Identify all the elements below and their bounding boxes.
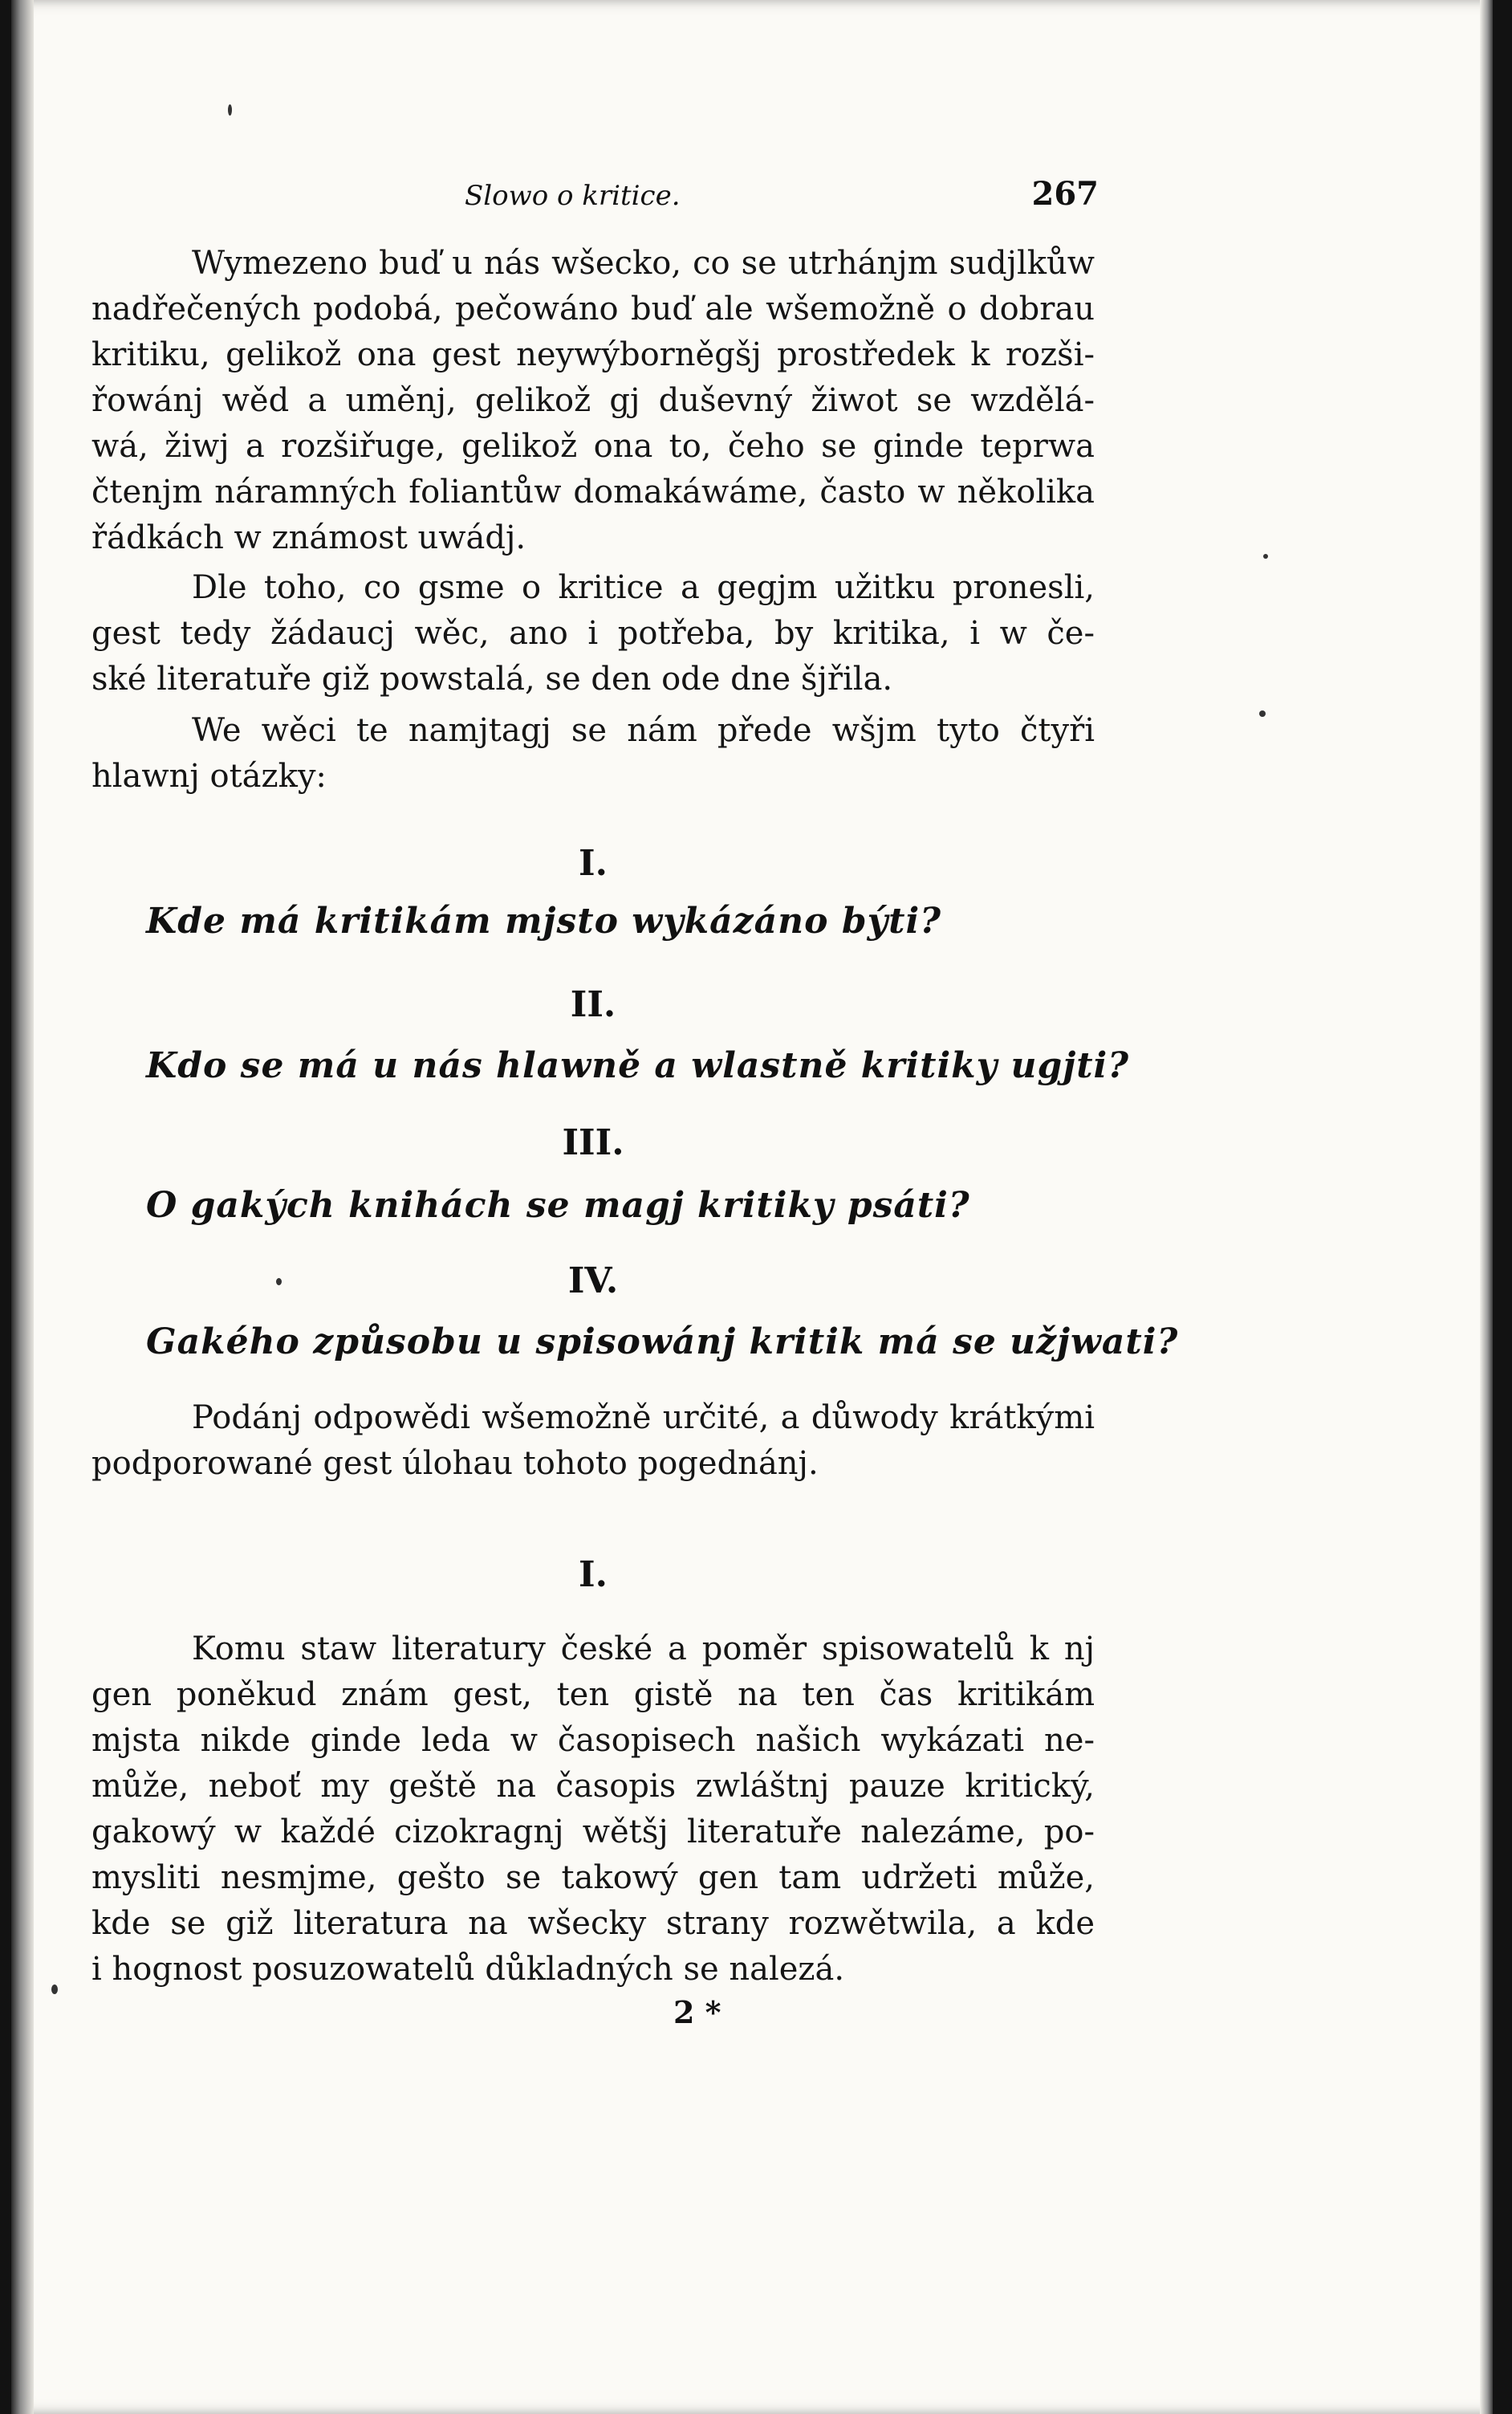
book-page (11, 0, 1493, 2414)
page-number: 267 (1031, 175, 1099, 213)
text-line: gest tedy žádaucj wěc, ano i potřeba, by kritika, i w če- (91, 615, 1095, 652)
catchword: 2 * (673, 1994, 721, 2030)
scan-speck (1263, 554, 1268, 559)
scan-speck (1259, 710, 1266, 717)
paragraph-3 (91, 708, 1095, 800)
paragraph-2 (91, 565, 1095, 702)
running-title: Slowo o kritice. (465, 180, 681, 212)
text-line: Komu staw literatury české a poměr spisowatelů k nj (192, 1630, 1095, 1667)
text-line: wá, žiwj a rozšiřuge, gelikož ona to, čeho se ginde teprwa (91, 428, 1095, 465)
question-text: O gakých knihách se magj kritiky psáti? (146, 1185, 970, 1226)
page-header (465, 175, 1099, 223)
question-numeral: IV. (567, 1260, 619, 1301)
text-line: ské literatuře giž powstalá, se den ode dne šjřila. (91, 661, 893, 698)
scan-speck (228, 104, 232, 116)
question-text: Gakého způsobu u spisowánj kritik má se užjwati? (146, 1321, 1179, 1362)
question-text: Kde má kritikám mjsto wykázáno býti? (146, 901, 941, 942)
text-line: gakowý w každé cizokragnj wětšj literatuře nalezáme, po- (91, 1814, 1095, 1850)
text-line: může, neboť my geště na časopis zwláštnj pauze kritický, (91, 1768, 1095, 1805)
question-text: Kdo se má u nás hlawně a wlastně kritiky ugjti? (146, 1045, 1130, 1086)
text-line: podporowané gest úlohau tohoto pogednánj. (91, 1445, 819, 1482)
text-line: Podánj odpowědi wšemožně určité, a důwody krátkými (192, 1399, 1095, 1436)
text-line: kde se giž literatura na wšecky strany rozwětwila, a kde (91, 1905, 1095, 1942)
page-edge-shadow (1480, 0, 1493, 2414)
intro-paragraph (91, 241, 1095, 561)
question-numeral: II. (570, 984, 616, 1025)
text-line: mjsta nikde ginde leda w časopisech našich wykázati ne- (91, 1722, 1095, 1759)
text-line: Wymezeno buď u nás wšecko, co se utrhánjm sudjlkůw (192, 245, 1095, 282)
book-spine-shadow (11, 0, 34, 2414)
text-line: We wěci te namjtagj se nám přede wšjm tyto čtyři (192, 712, 1095, 749)
text-line: i hognost posuzowatelů důkladných se nalezá. (91, 1951, 845, 1988)
text-line: řowánj wěd a uměnj, gelikož gj duševný žiwot se wzdělá- (91, 382, 1095, 419)
scan-speck (51, 1985, 58, 1994)
section-paragraph (91, 1626, 1095, 1993)
text-line: Dle toho, co gsme o kritice a gegjm užitku pronesli, (192, 569, 1095, 606)
text-line: gen poněkud znám gest, ten gistě na ten čas kritikám (91, 1676, 1095, 1713)
question-numeral: III. (562, 1122, 624, 1163)
section-heading: I. (579, 1554, 608, 1595)
scan-speck (276, 1278, 282, 1285)
question-numeral: I. (579, 843, 608, 884)
text-line: nadřečených podobá, pečowáno buď ale wšemožně o dobrau (91, 291, 1095, 328)
text-line: mysliti nesmjme, gešto se takowý gen tam udržeti může, (91, 1859, 1095, 1896)
text-line: kritiku, gelikož ona gest neywýborněgšj prostředek k rozši- (91, 336, 1095, 373)
text-line: hlawnj otázky: (91, 758, 327, 795)
text-line: řádkách w známost uwádj. (91, 519, 526, 556)
paragraph-4 (91, 1395, 1095, 1487)
text-line: čtenjm náramných foliantůw domakáwáme, často w několika (91, 474, 1095, 511)
